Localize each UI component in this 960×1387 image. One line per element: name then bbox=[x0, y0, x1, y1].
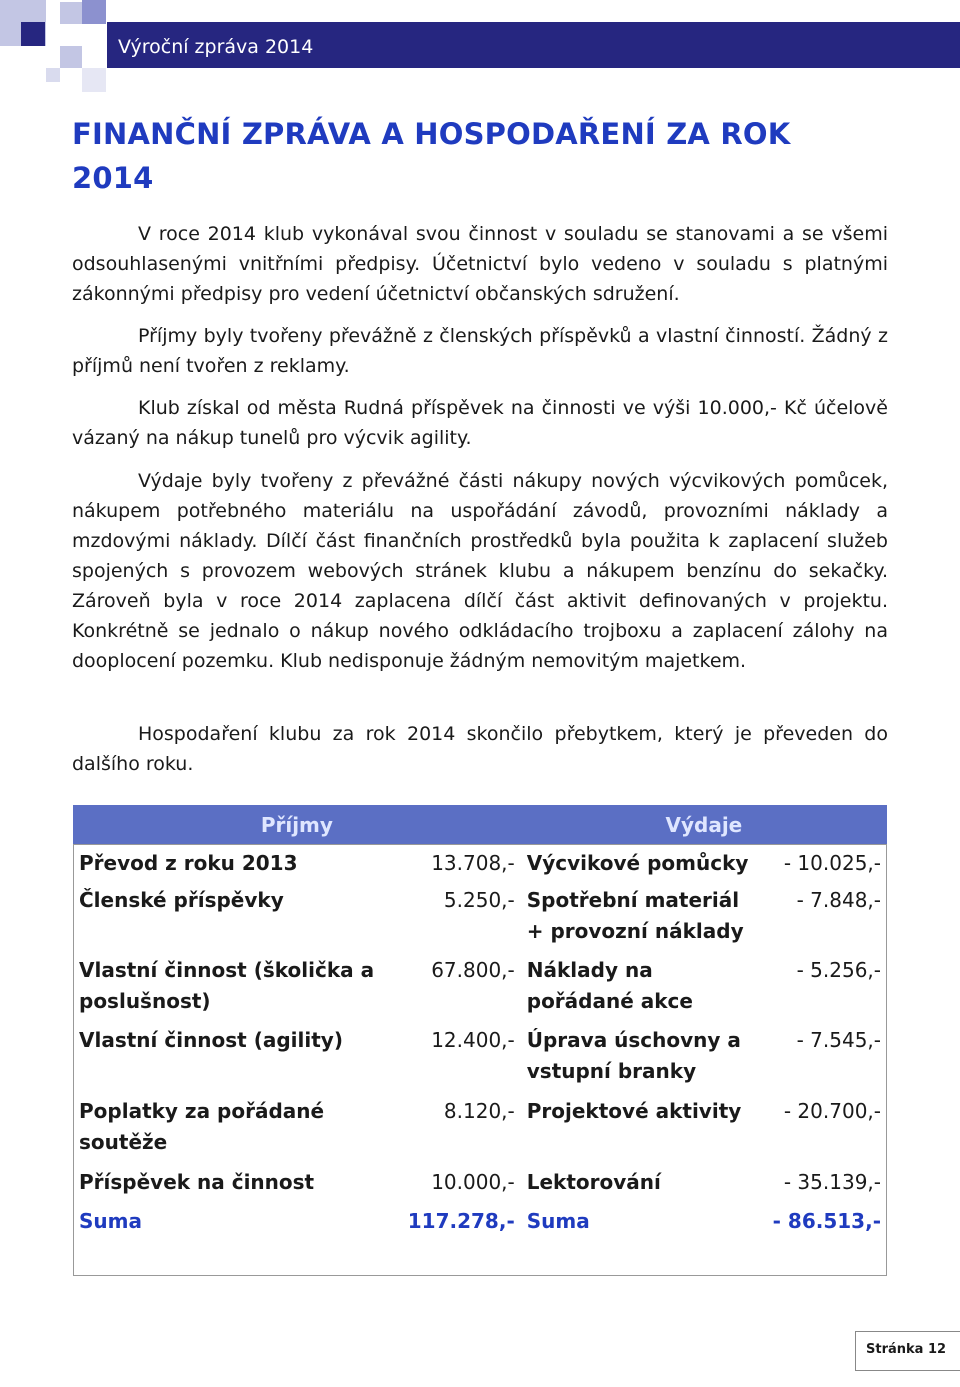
finance-table bbox=[73, 805, 887, 1256]
income-value: 10.000,- bbox=[431, 1170, 515, 1194]
table-row bbox=[73, 1167, 887, 1206]
expense-label: Výcvikové pomůcky bbox=[526, 851, 749, 875]
paragraph-grant: Klub získal od města Rudná příspěvek na činnosti ve výši 10.000,- Kč účelově vázaný na nákup tunelů pro výcvik agility. bbox=[72, 397, 888, 449]
expense-value: - 7.848,- bbox=[796, 888, 881, 912]
header-title: Výroční zpráva 2014 bbox=[118, 36, 314, 58]
income-value: 12.400,- bbox=[431, 1028, 515, 1052]
income-value: 8.120,- bbox=[443, 1099, 515, 1123]
total-expense-label: Suma bbox=[526, 1209, 590, 1233]
decor-square bbox=[46, 0, 60, 14]
paragraph-expenses: Výdaje byly tvořeny z převážné části nákupy nových výcvikových pomůcek, nákupem potřebného materiálu na uspořádání závodů, provozními náklady a mzdovými náklady. Dílčí část finančních prostředků byla použita k zaplacení služeb spojených s provozem webových stránek klubu a nákupem benzínu do sekačky. Zároveň byla v roce 2014 zaplacena dílčí část aktivit definovaných v projektu. Konkrétně se jednalo o nákup nového odkládacího trojboxu a zaplacení zálohy na dooplocení pozemku. Klub nedisponuje žádným nemovitým majetkem. bbox=[72, 470, 888, 672]
total-income-label: Suma bbox=[79, 1209, 142, 1233]
table-row bbox=[73, 955, 887, 1025]
expense-label: Lektorování bbox=[526, 1170, 661, 1194]
income-label: Příspěvek na činnost bbox=[79, 1170, 315, 1194]
income-label: Vlastní činnost (školička a poslušnost) bbox=[79, 958, 375, 1013]
income-value: 67.800,- bbox=[431, 958, 515, 982]
decor-square bbox=[21, 22, 45, 46]
decor-square bbox=[60, 46, 82, 68]
income-label: Převod z roku 2013 bbox=[79, 851, 298, 875]
table-total-row bbox=[73, 1206, 887, 1256]
expense-label: Náklady na pořádané akce bbox=[526, 958, 693, 1013]
table-header-row bbox=[73, 805, 887, 844]
page-number: Stránka 12 bbox=[866, 1342, 947, 1357]
total-income-value: 117.278,- bbox=[407, 1209, 515, 1233]
expense-value: - 20.700,- bbox=[783, 1099, 881, 1123]
decor-square bbox=[82, 68, 106, 92]
table-row bbox=[73, 844, 887, 885]
decor-square bbox=[46, 68, 60, 82]
table-row bbox=[73, 1025, 887, 1096]
expense-label: Spotřební materiál + provozní náklady bbox=[526, 888, 744, 943]
paragraph-intro: V roce 2014 klub vykonával svou činnost v souladu se stanovami a se všemi odsouhlasenými vnitřními předpisy. Účetnictví bylo vedeno v souladu s platnými zákonnými předpisy pro vedení účetnictví občanských sdružení. bbox=[72, 223, 888, 305]
total-expense-value: - 86.513,- bbox=[772, 1209, 881, 1233]
table-row bbox=[73, 885, 887, 955]
paragraph-result: Hospodaření klubu za rok 2014 skončilo přebytkem, který je převeden do dalšího roku. bbox=[72, 723, 888, 775]
income-label: Poplatky za pořádané soutěže bbox=[79, 1099, 325, 1154]
expense-label: Úprava úschovny a vstupní branky bbox=[526, 1028, 741, 1083]
expense-label: Projektové aktivity bbox=[526, 1099, 742, 1123]
expense-value: - 10.025,- bbox=[783, 851, 881, 875]
decor-square bbox=[82, 0, 106, 24]
decor-square bbox=[60, 2, 82, 24]
page-header bbox=[0, 0, 960, 92]
income-value: 5.250,- bbox=[443, 888, 515, 912]
income-value: 13.708,- bbox=[431, 851, 515, 875]
income-label: Vlastní činnost (agility) bbox=[79, 1028, 343, 1052]
expense-value: - 35.139,- bbox=[783, 1170, 881, 1194]
table-row bbox=[73, 1096, 887, 1167]
expense-value: - 5.256,- bbox=[796, 958, 881, 982]
expense-header: Výdaje bbox=[521, 805, 887, 844]
income-header: Příjmy bbox=[73, 805, 521, 844]
page-heading: FINANČNÍ ZPRÁVA A HOSPODAŘENÍ ZA ROK 2014 bbox=[72, 117, 791, 195]
expense-value: - 7.545,- bbox=[796, 1028, 881, 1052]
income-label: Členské příspěvky bbox=[79, 888, 284, 912]
paragraph-income: Příjmy byly tvořeny převážně z členských příspěvků a vlastní činností. Žádný z příjmů není tvořen z reklamy. bbox=[72, 325, 888, 377]
